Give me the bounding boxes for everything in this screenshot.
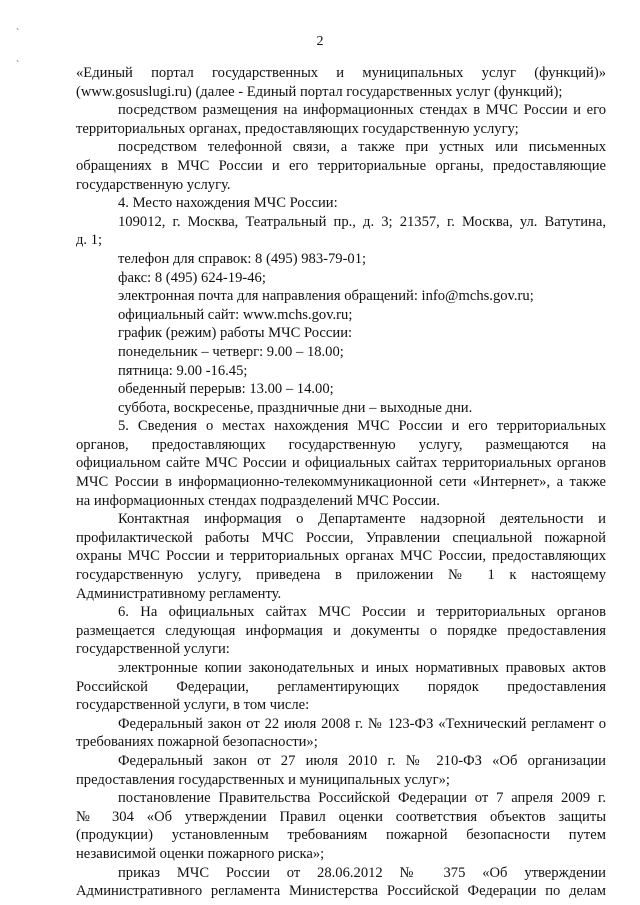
text-line: пятница: 9.00 -16.45;	[118, 362, 248, 379]
document-body	[76, 64, 606, 901]
text-line: (www.gosuslugi.ru) (далее - Единый портал государственных услуг (функций);	[76, 83, 563, 100]
text-line: размещается следующая информация и документы о порядке предоставления	[76, 622, 606, 639]
text-line: МЧС России в информационно-телекоммуникационной сети «Интернет», а также	[76, 474, 606, 491]
text-line: государственной услуги:	[76, 641, 230, 658]
text-line: д. 1;	[76, 232, 103, 249]
margin-mark: `	[16, 28, 20, 39]
text-line: независимой оценки пожарного риска»;	[76, 845, 325, 862]
text-line: приказ МЧС России от 28.06.2012 № 375 «Об утверждении	[118, 864, 606, 881]
text-line: 109012, г. Москва, Театральный пр., д. 3; 21357, г. Москва, ул. Ватутина,	[118, 213, 606, 230]
text-line: Административного регламента Министерства Российской Федерации по делам	[76, 883, 606, 900]
text-line: обращениях в МЧС России и его территориальные органы, предоставляющие	[76, 157, 606, 174]
text-line: посредством телефонной связи, а также при устных или письменных	[118, 139, 606, 156]
text-line: 6. На официальных сайтах МЧС России и территориальных органов	[118, 604, 606, 621]
text-line: график (режим) работы МЧС России:	[118, 325, 353, 342]
text-line: профилактической работы МЧС России, Управлении специальной пожарной	[76, 529, 606, 546]
text-line: Российской Федерации, регламентирующих порядок предоставления	[76, 678, 606, 695]
text-line: суббота, воскресенье, праздничные дни – выходные дни.	[118, 399, 473, 416]
text-line: факс: 8 (495) 624-19-46;	[118, 269, 266, 286]
text-line: территориальных органах, предоставляющих государственную услугу;	[76, 120, 519, 137]
text-line: 5. Сведения о местах нахождения МЧС России и его территориальных	[118, 418, 606, 435]
text-line: электронные копии законодательных и иных нормативных правовых актов	[118, 660, 606, 676]
text-line: обеденный перерыв: 13.00 – 14.00;	[118, 381, 334, 398]
text-line: телефон для справок: 8 (495) 983-79-01;	[118, 250, 367, 267]
text-line: Контактная информация о Департаменте надзорной деятельности и	[118, 511, 606, 528]
page-number: 2	[316, 34, 324, 49]
text-line: государственной услуги, в том числе:	[76, 697, 310, 714]
text-line: понедельник – четверг: 9.00 – 18.00;	[118, 343, 344, 360]
text-line: 4. Место нахождения МЧС России:	[118, 195, 338, 212]
text-line: органов, предоставляющих государственную услугу, размещаются на	[76, 436, 606, 453]
text-line: (продукции) установленным требованиям пожарной безопасности путем	[76, 827, 606, 844]
text-line: «Единый портал государственных и муниципальных услуг (функций)»	[76, 65, 606, 81]
text-line: предоставления государственных и муниципальных услуг»;	[76, 771, 450, 788]
text-line: постановление Правительства Российской Федерации от 7 апреля 2009 г.	[118, 790, 606, 807]
text-line: государственную услугу, приведена в приложении № 1 к настоящему	[76, 567, 606, 584]
text-line: требованиях пожарной безопасности»;	[76, 734, 318, 751]
text-line: Федеральный закон от 27 июля 2010 г. № 210-ФЗ «Об организации	[118, 752, 606, 769]
text-line: электронная почта для направления обращений: info@mchs.gov.ru;	[118, 288, 534, 305]
text-line: Административному регламенту.	[76, 585, 282, 602]
text-line: государственную услугу.	[76, 176, 231, 193]
text-line: на информационных стендах подразделений МЧС России.	[76, 492, 440, 509]
text-line: № 304 «Об утверждении Правил оценки соответствия объектов защиты	[76, 808, 606, 825]
text-line: Федеральный закон от 22 июля 2008 г. № 123-ФЗ «Технический регламент о	[118, 715, 606, 732]
text-line: официальный сайт: www.mchs.gov.ru;	[118, 306, 353, 323]
margin-mark: `	[16, 60, 20, 71]
text-line: охраны МЧС России и территориальных органах МЧС России, предоставляющих	[76, 548, 606, 565]
text-line: посредством размещения на информационных стендах в МЧС России и его	[118, 102, 606, 119]
text-line: официальном сайте МЧС России и официальных сайтах территориальных органов	[76, 455, 606, 472]
